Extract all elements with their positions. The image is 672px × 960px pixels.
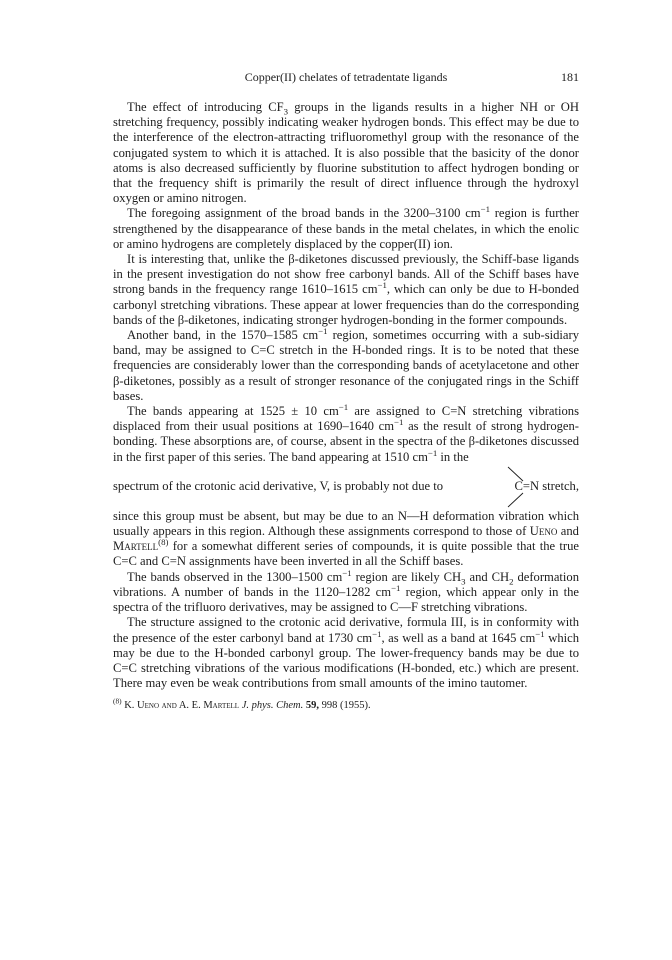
page-number: 181	[561, 70, 579, 84]
text-run: region are likely CH	[351, 569, 462, 584]
superscript: −1	[480, 204, 490, 215]
superscript: −1	[372, 628, 382, 639]
footnote	[113, 696, 579, 712]
text-run: Ueno	[529, 524, 558, 539]
structure-line	[113, 465, 579, 509]
text-run: Martell	[113, 539, 159, 554]
text-run: The bands appearing at 1525 ± 10 cm	[127, 404, 339, 419]
superscript: −1	[391, 582, 401, 593]
running-header	[113, 70, 579, 86]
paragraph	[113, 615, 579, 691]
text-run: and CH	[465, 569, 510, 584]
text-run: The structure assigned to the crotonic acid derivative, formula III, is in conformity with the presence of the ester carbonyl band at 1730 cm	[113, 615, 579, 645]
paragraph	[113, 252, 579, 328]
paragraph	[113, 100, 579, 206]
text-run: , as well as a band at 1645 cm	[381, 630, 536, 645]
body-text-continued	[113, 509, 579, 691]
text-run: The effect of introducing CF	[127, 100, 284, 114]
body-text	[113, 100, 579, 465]
subscript: 3	[461, 576, 466, 587]
footnote-authors: K. Ueno and A. E. Martell	[124, 700, 240, 712]
subscript: 3	[283, 106, 289, 117]
text-run: , which can only be due to H-bonded carbonyl stretching vibrations. These appear at lower frequencies than do the corresponding bands of the β-diketones, indicating stronger hydrogen-bonding in the former compounds.	[113, 282, 579, 327]
superscript: (8)	[158, 537, 169, 548]
paragraph	[113, 401, 580, 465]
text-run: and	[557, 524, 579, 539]
footnote-journal: J. phys. Chem.	[241, 700, 304, 712]
footnote-rest: 998 (1955).	[321, 700, 371, 712]
text-run: region, sometimes occurring with a sub-sidiary band, may be assigned to C=C stretch in the H-bonded rings. It is to be noted that these frequencies are considerably lower than the corresponding bands of acetylacetone and other β-diketones, possibly as a result of stronger resonance of the conjugated rings in the Schiff bases.	[113, 328, 579, 403]
superscript: −1	[377, 280, 387, 291]
text-run: region is further strengthened by the disappearance of these bands in the metal chelates, in which the enolic or amino hydrogens are completely displaced by the copper(II) ion.	[113, 206, 579, 251]
text-run: are assigned to C=N stretching vibrations displaced from their usual positions at 1690–1640 cm	[113, 404, 579, 434]
paragraph	[113, 567, 579, 616]
running-title: Copper(II) chelates of tetradentate ligands	[244, 70, 448, 84]
text-run: which may be due to the H-bonded carbonyl group. The lower-frequency bands may be due to C=C stretching vibrations of the various modifications (H-bonded, etc.) which are present. There may even be weak contributions from small amounts of the imino tautomer.	[113, 630, 579, 691]
text-run: It is interesting that, unlike the β-diketones discussed previously, the Schiff-base ligands in the present investigation do not show free carbonyl bands. All of the Schiff bases have strong bands in the frequency range 1610–1615 cm	[113, 252, 579, 297]
superscript: −1	[535, 628, 545, 639]
text-run: Another band, in the 1570–1585 cm	[127, 328, 319, 343]
text-run: as the result of strong hydrogen-bonding. These absorptions are, of course, absent in the spectra of the β-diketones discussed in the first paper of this series. The band appearing at 1510 cm	[113, 419, 580, 464]
paragraph	[113, 206, 579, 252]
footnote-marker: (8)	[113, 696, 122, 706]
structure-line-text: spectrum of the crotonic acid derivative, V, is probably not due to	[113, 478, 444, 493]
subscript: 2	[509, 576, 514, 587]
text-run: The bands observed in the 1300–1500 cm	[127, 569, 343, 584]
superscript: −1	[427, 447, 438, 458]
text-run: groups in the ligands results in a higher NH or OH stretching frequency, possibly indicating weaker hydrogen bonds. This effect may be due to the interference of the electron-attracting trifluoromethyl group with the resonance of the conjugated system to which it is attached. It is also possible that the basicity of the donor atoms is also decreased sufficiently by fluorine substitution to affect hydrogen bonding or that the frequency shift is primarily the result of direct influence through the hydroxyl oxygen or amino nitrogen.	[113, 100, 579, 206]
structure-formula: C=N stretch,	[514, 478, 579, 493]
superscript: −1	[338, 401, 349, 412]
superscript: −1	[394, 417, 404, 428]
paragraph	[113, 325, 579, 404]
superscript: −1	[318, 325, 328, 336]
page	[113, 70, 579, 712]
text-run: The foregoing assignment of the broad bands in the 3200–3100 cm	[127, 206, 481, 221]
text-run: since this group must be absent, but may be due to an N—H deformation vibration which usually appears in this region. Although these assignments correspond to those of	[113, 508, 579, 539]
text-run: deformation vibrations. A number of bands in the 1120–1282 cm	[113, 569, 579, 599]
footnote-volume: 59,	[305, 700, 319, 712]
paragraph	[113, 509, 579, 570]
superscript: −1	[342, 567, 352, 578]
text-run: for a somewhat different series of compounds, it is quite possible that the true C=C and C=N assignments have been inverted in all the Schiff bases.	[113, 539, 579, 569]
text-run: region, which appear only in the spectra of the trifluoro derivatives, may be assigned to C—F stretching vibrations.	[113, 584, 579, 615]
text-run: in the	[437, 449, 469, 464]
